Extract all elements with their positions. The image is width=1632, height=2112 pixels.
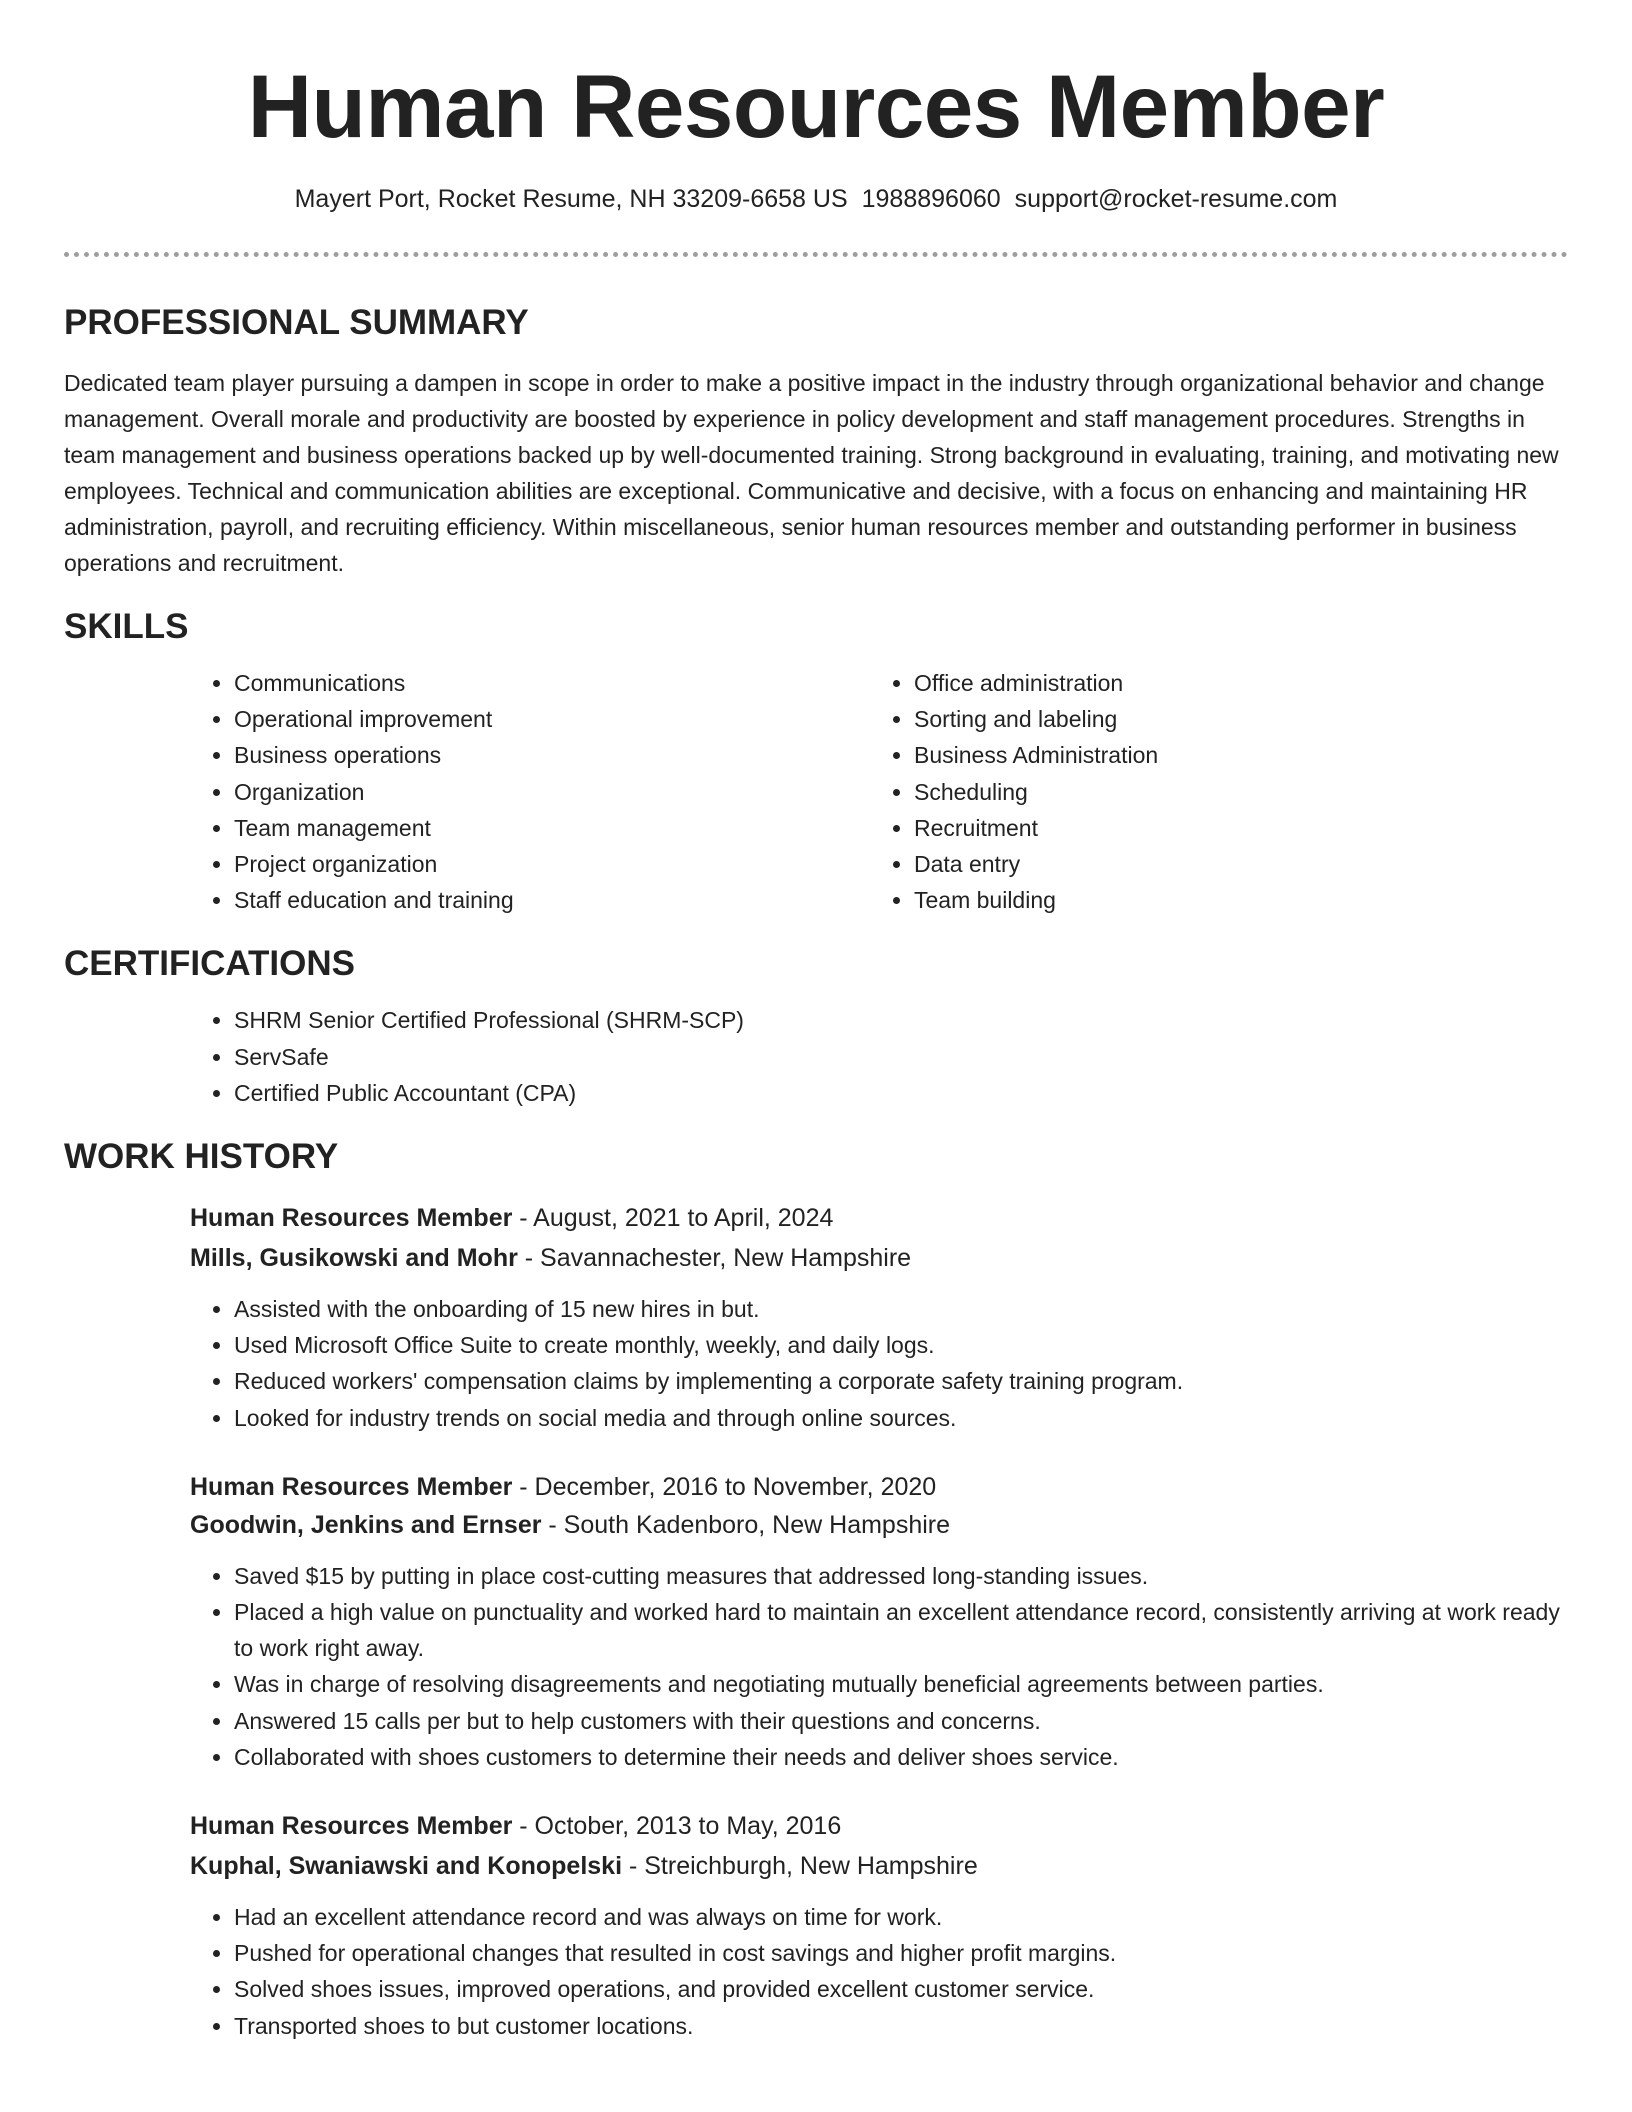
job-title-line xyxy=(190,1199,1568,1237)
job-dates: - December, 2016 to November, 2020 xyxy=(512,1472,937,1501)
job-title-line xyxy=(190,1807,1568,1845)
certifications-block xyxy=(190,1002,1568,1111)
job-company: Mills, Gusikowski and Mohr xyxy=(190,1244,518,1273)
list-item: • Team management xyxy=(234,810,870,846)
certifications-list xyxy=(190,1002,1568,1111)
list-item: • Staff education and training xyxy=(234,882,870,918)
job-location: - Savannachester, New Hampshire xyxy=(517,1244,912,1273)
job-bullets xyxy=(190,1558,1568,1775)
list-item: • Placed a high value on punctuality and worked hard to maintain an excellent attendance record, consistently arriving at work ready to work right away. xyxy=(234,1594,1568,1666)
candidate-name: Human Resources Member xyxy=(247,56,1385,156)
list-item: • Recruitment xyxy=(914,810,1550,846)
list-item: • Solved shoes issues, improved operations, and provided excellent customer service. xyxy=(234,1971,1568,2007)
list-item: • Had an excellent attendance record and was always on time for work. xyxy=(234,1899,1568,1935)
list-item: • Collaborated with shoes customers to determine their needs and deliver shoes service. xyxy=(234,1739,1568,1775)
list-item: • Project organization xyxy=(234,846,870,882)
list-item: • Data entry xyxy=(914,846,1550,882)
list-item: • Assisted with the onboarding of 15 new hires in but. xyxy=(234,1291,1568,1327)
skills-grid xyxy=(190,665,1568,918)
contact-line xyxy=(64,182,1568,216)
skills-list-left xyxy=(190,665,870,918)
contact-phone: 1988896060 xyxy=(861,185,1001,213)
list-item: • Communications xyxy=(234,665,870,701)
job-entry xyxy=(190,1468,1568,1775)
resume-page xyxy=(64,0,1568,2044)
list-item: • Operational improvement xyxy=(234,701,870,737)
list-item: • SHRM Senior Certified Professional (SHRM-SCP) xyxy=(234,1002,1568,1038)
list-item: • Was in charge of resolving disagreements and negotiating mutually beneficial agreements between parties. xyxy=(234,1666,1568,1702)
job-company: Goodwin, Jenkins and Ernser xyxy=(190,1510,542,1539)
job-location: - Streichburgh, New Hampshire xyxy=(622,1852,978,1881)
list-item: • Looked for industry trends on social media and through online sources. xyxy=(234,1400,1568,1436)
list-item: • Business Administration xyxy=(914,737,1550,773)
job-title: Human Resources Member xyxy=(190,1472,513,1501)
job-company: Kuphal, Swaniawski and Konopelski xyxy=(190,1852,623,1881)
list-item: • Reduced workers' compensation claims by implementing a corporate safety training program. xyxy=(234,1363,1568,1399)
list-item: • Scheduling xyxy=(914,774,1550,810)
list-item: • Transported shoes to but customer locations. xyxy=(234,2008,1568,2044)
job-title: Human Resources Member xyxy=(190,1812,513,1841)
job-company-line xyxy=(190,1239,1568,1277)
job-title-line xyxy=(190,1468,1568,1506)
contact-address: Mayert Port, Rocket Resume, NH 33209-6658 US xyxy=(294,185,848,213)
skills-list-right xyxy=(870,665,1550,918)
job-bullets xyxy=(190,1899,1568,2044)
header-divider xyxy=(64,252,1568,257)
contact-email: support@rocket-resume.com xyxy=(1014,185,1338,213)
list-item: • Pushed for operational changes that resulted in cost savings and higher profit margins. xyxy=(234,1935,1568,1971)
list-item: • ServSafe xyxy=(234,1039,1568,1075)
job-company-line xyxy=(190,1847,1568,1885)
list-item: • Team building xyxy=(914,882,1550,918)
section-title-certifications: CERTIFICATIONS xyxy=(64,944,356,984)
section-title-work-history: WORK HISTORY xyxy=(64,1137,339,1177)
job-title: Human Resources Member xyxy=(190,1204,513,1233)
job-location: - South Kadenboro, New Hampshire xyxy=(541,1510,951,1539)
list-item: • Organization xyxy=(234,774,870,810)
job-entry xyxy=(190,1807,1568,2044)
summary-text: Dedicated team player pursuing a dampen in scope in order to make a positive impact in the industry through organizational behavior and change management. Overall morale and productivity are boosted by experience in policy development and staff management procedures. Strengths in team management and business operations backed up by well-documented training. Strong background in evaluating, training, and motivating new employees. Technical and communication abilities are exceptional. Communicative and decisive, with a focus on enhancing and maintaining HR administration, payroll, and recruiting efficiency. Within miscellaneous, senior human resources member and outstanding performer in business operations and recruitment. xyxy=(64,370,1559,576)
section-title-skills: SKILLS xyxy=(64,607,189,646)
section-title-summary: PROFESSIONAL SUMMARY xyxy=(64,303,529,342)
job-dates: - August, 2021 to April, 2024 xyxy=(512,1204,834,1233)
skills-column-left xyxy=(190,665,870,918)
job-dates: - October, 2013 to May, 2016 xyxy=(512,1812,842,1841)
skills-column-right xyxy=(870,665,1550,918)
job-bullets xyxy=(190,1291,1568,1436)
list-item: • Sorting and labeling xyxy=(914,701,1550,737)
job-entry xyxy=(190,1199,1568,1436)
list-item: • Used Microsoft Office Suite to create monthly, weekly, and daily logs. xyxy=(234,1327,1568,1363)
list-item: • Certified Public Accountant (CPA) xyxy=(234,1075,1568,1111)
list-item: • Office administration xyxy=(914,665,1550,701)
job-company-line xyxy=(190,1506,1568,1544)
list-item: • Answered 15 calls per but to help customers with their questions and concerns. xyxy=(234,1703,1568,1739)
list-item: • Business operations xyxy=(234,737,870,773)
list-item: • Saved $15 by putting in place cost-cutting measures that addressed long-standing issues. xyxy=(234,1558,1568,1594)
